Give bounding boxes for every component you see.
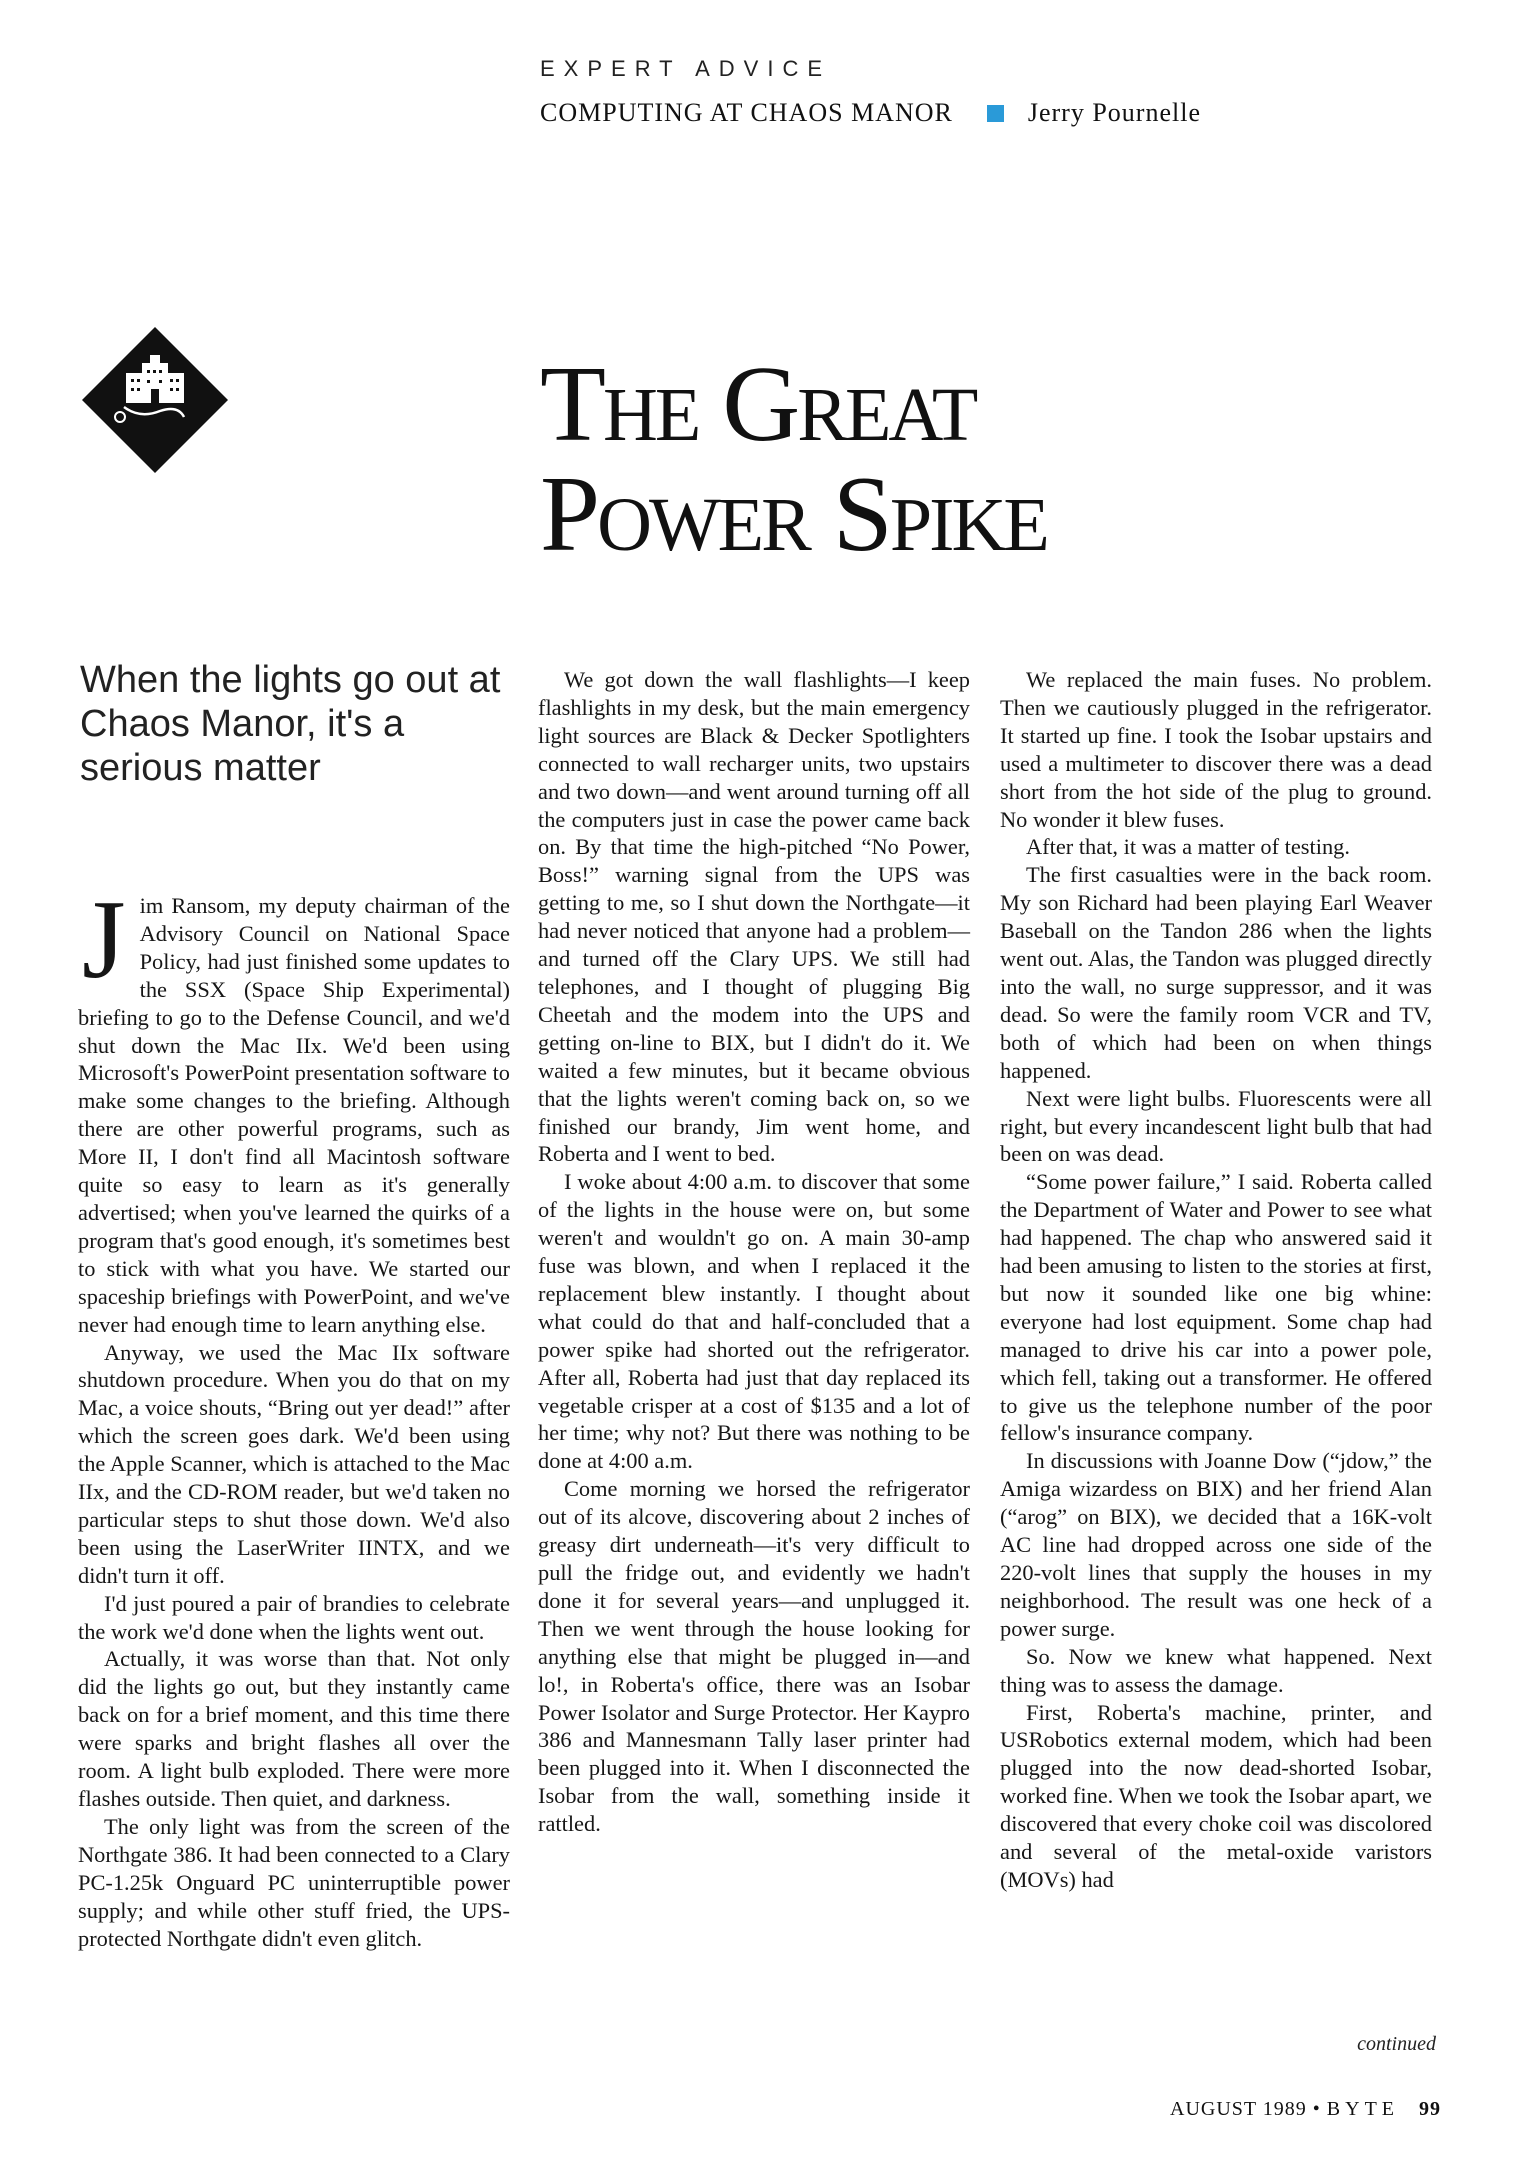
issue-date: AUGUST 1989 — [1170, 2098, 1307, 2120]
chaos-manor-house-icon — [80, 325, 230, 475]
drop-cap: J — [82, 878, 126, 1002]
article-paragraph-15: So. Now we knew what happened. Next thing was to assess the damage. — [1000, 1643, 1432, 1697]
article-paragraph-7: I woke about 4:00 a.m. to discover that some of the lights in the house were on, but some weren't and wouldn't go on. A main 30-amp fuse was blown, and when I replaced it the replacement blew instantly. I thought about what could do that and half-concluded that a power spike had shorted out the refrigerator. After all, Roberta had just that day replaced its vegetable crisper at a cost of $135 and a lot of her time; why not? But there was nothing to be done at 4:00 a.m. — [538, 1169, 970, 1474]
article-paragraph-16: First, Roberta's machine, printer, and USRobotics external modem, which had been plugged into the now dead-shorted Isobar, worked fine. When we took the Isobar apart, we discovered that every choke coil was discolored and several of the metal-oxide varistors (MOVs) had — [1000, 1699, 1432, 1892]
article-title — [540, 345, 1047, 574]
article-paragraph-11: The first casualties were in the back room. My son Richard had been playing Earl Weaver Baseball on the Tandon 286 when the lights went out. Alas, the Tandon was plugged directly into the wall, no surge suppressor, and it was dead. So were the family room VCR and TV, both of which had been on when things happened. — [1000, 862, 1432, 1083]
title-line-1: The Great — [540, 345, 976, 464]
footer-bullet: • — [1312, 2098, 1321, 2120]
article-paragraph-9: We replaced the main fuses. No problem. Then we cautiously plugged in the refrigerator. It started up fine. I took the Isobar upstairs and used a multimeter to discover there was a dead short from the hot side of the plug to ground. No wonder it blew fuses. — [1000, 667, 1432, 832]
article-paragraph-10: After that, it was a matter of testing. — [1026, 834, 1350, 860]
body-column-1 — [78, 878, 510, 1952]
article-paragraph-8: Come morning we horsed the refrigerator out of its alcove, discovering about 2 inches of greasy dirt underneath—it's very difficult to pull the fridge out, and evidently we hadn't done it for several years—and unplugged it. Then we went through the house looking for anything else that might be plugged in—and lo!, in Roberta's office, there was an Isobar Power Isolator and Surge Protector. Her Kaypro 386 and Mannesmann Tally laser printer had been plugged into it. When I disconnected the Isobar from the wall, something inside it rattled. — [538, 1476, 970, 1837]
article-paragraph-13: “Some power failure,” I said. Roberta called the Department of Water and Power to see what had happened. The chap who answered said it had been amusing to listen to the stories at first, but now it sounded like one big whine: everyone had lost equipment. Some chap had managed to drive his car into a power pole, which fell, taking out a transformer. He offered to give us the telephone number of the poor fellow's insurance company. — [1000, 1169, 1432, 1446]
article-paragraph-12: Next were light bulbs. Fluorescents were all right, but every incandescent light bulb that had been on was dead. — [1000, 1085, 1432, 1167]
article-paragraph-3: I'd just poured a pair of brandies to celebrate the work we'd done when the lights went out. — [78, 1590, 510, 1644]
body-column-3 — [1000, 666, 1432, 1894]
article-paragraph-4: Actually, it was worse than that. Not only did the lights go out, but they instantly came back on for a brief moment, and this time there were sparks and bright flashes all over the room. A light bulb exploded. There were more flashes outside. Then quiet, and darkness. — [78, 1646, 510, 1811]
page-footer — [1170, 2098, 1441, 2121]
magazine-name: BYTE — [1326, 2098, 1399, 2120]
paragraph-text: im Ransom, my deputy chairman of the Advisory Council on National Space Policy, had just finished some updates to the SSX (Space Ship Experimental) briefing to go to the Defense Council, and we'd shut down the Mac IIx. We'd been using Microsoft's PowerPoint presentation software to make some changes to the briefing. Although there are other powerful programs, such as More II, I don't find all Macintosh software quite so easy to learn as it's generally advertised; when you've learned the quirks of a program that's good enough, it's sometimes best to stick with what you have. We started our spaceship briefings with PowerPoint, and we've never had enough time to learn anything else. — [78, 893, 510, 1337]
section-kicker: EXPERT ADVICE — [540, 56, 832, 81]
article-paragraph-6: We got down the wall flashlights—I keep flashlights in my desk, but the main emergency light sources are Black & Decker Spotlighters connected to wall recharger units, two upstairs and two down—and went around turning off all the computers just in case the power came back on. By that time the high-pitched “No Power, Boss!” warning signal from the UPS was getting to me, so I shut down the Northgate—it had never noticed that anyone had a problem—and turned off the Clary UPS. We still had telephones, and I thought of plugging Big Cheetah and the modem into the UPS and getting on-line to BIX, but I didn't do it. We waited a few minutes, but it became obvious that the lights weren't coming back on, so we finished our brandy, Jim went home, and Roberta and I went to bed. — [538, 667, 970, 1167]
title-line-2: Power Spike — [540, 455, 1047, 574]
article-paragraph-5: The only light was from the screen of the Northgate 386. It had been connected to a Clary PC-1.25k Onguard PC uninterruptible power supply; and while other stuff fried, the UPS-protected Northgate didn't even glitch. — [78, 1813, 510, 1951]
blue-square-icon — [987, 105, 1004, 122]
article-paragraph-1 — [78, 878, 510, 1339]
author-name: Jerry Pournelle — [1027, 98, 1201, 127]
article-paragraph-14: In discussions with Joanne Dow (“jdow,” the Amiga wizardess on BIX) and her friend Alan (“arog” on BIX), we decided that a 16K-volt AC line had dropped across one side of the 220-volt lines that supply the houses in my neighborhood. The result was one heck of a power surge. — [1000, 1448, 1432, 1641]
body-column-2 — [538, 666, 970, 1838]
column-header — [540, 98, 1201, 128]
article-deck: When the lights go out at Chaos Manor, it's a serious matter — [80, 659, 501, 789]
article-paragraph-2: Anyway, we used the Mac IIx software shutdown procedure. When you do that on my Mac, a voice shouts, “Bring out yer dead!” after which the screen goes dark. We'd been using the Apple Scanner, which is attached to the Mac IIx, and the CD-ROM reader, but we'd taken no particular steps to shut those down. We'd also been using the LaserWriter IINTX, and we didn't turn it off. — [78, 1339, 510, 1588]
column-name: COMPUTING AT CHAOS MANOR — [540, 98, 953, 127]
page-number: 99 — [1419, 2098, 1441, 2120]
continued-note: continued — [1357, 2033, 1436, 2055]
